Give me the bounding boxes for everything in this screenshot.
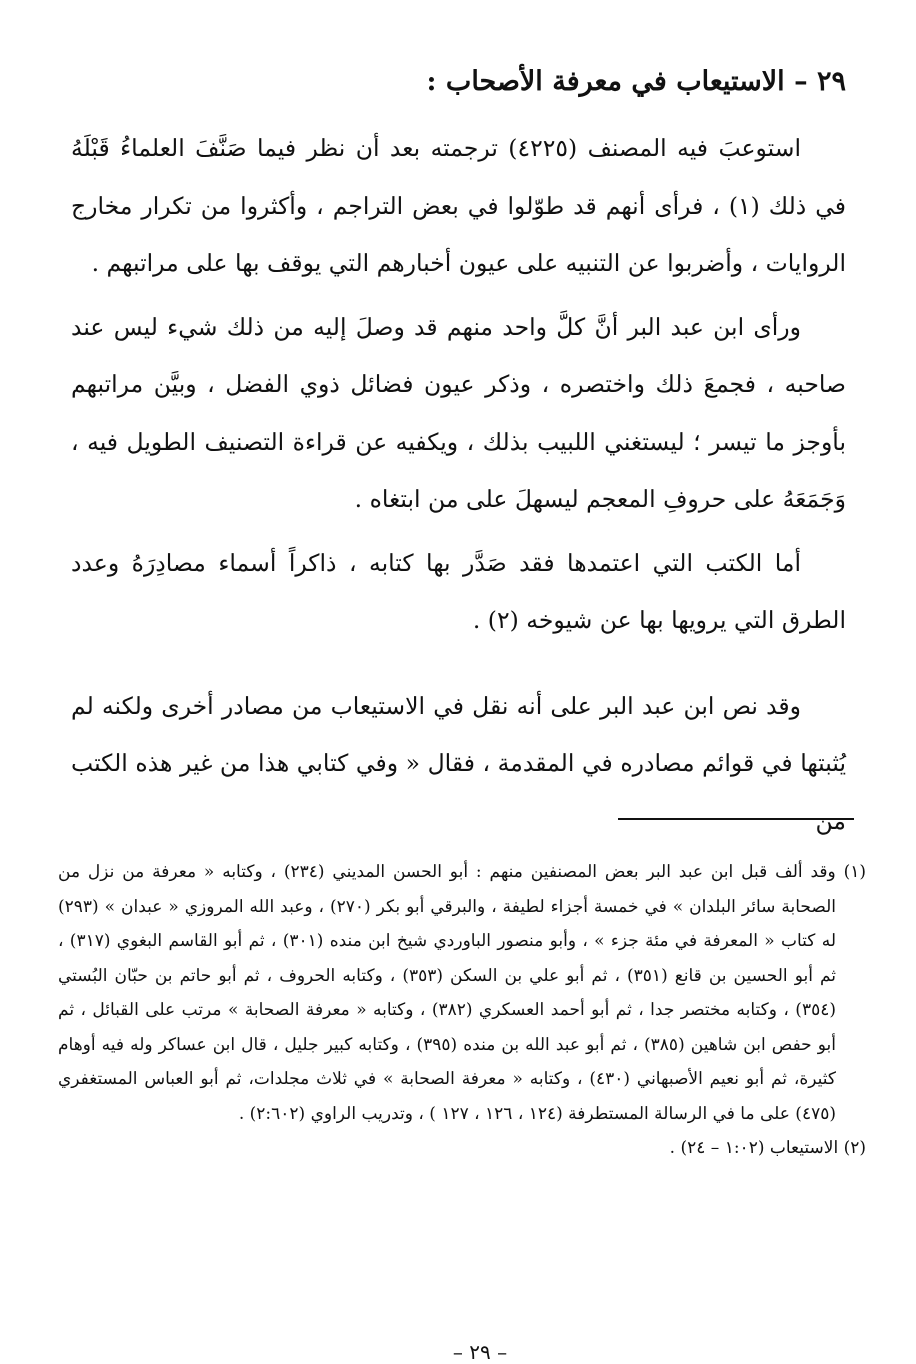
footnote-item: (٢) الاستيعاب (١:٠٢ – ٢٤) . [669,1138,866,1158]
footnote-item: (١) وقد ألف قبل ابن عبد البر بعض المصنفين منهم : أبو الحسن المديني (٢٣٤) ، وكتابه « معرفة من نزل من الصحابة سائر البلدان » في خمسة أجزاء لطيفة ، والبرقي أبو بكر (٢٧٠) ، وعبد الله المروزي « عبدان » (٢٩٣) له كتاب « المعرفة في مئة جزء » ، وأبو منصور الباوردي شيخ ابن منده (٣٠١) ، ثم أبو القاسم البغوي (٣١٧) ، ثم أبو الحسين بن قانع (٣٥١) ، ثم أبو علي بن السكن (٣٥٣) ، وكتابه الحروف ، ثم أبو حاتم بن حبّان البُستي (٣٥٤) ، وكتابه مختصر جدا ، ثم أبو أحمد العسكري (٣٨٢) ، وكتابه « معرفة الصحابة » مرتب على القبائل ، ثم أبو حفص ابن شاهين (٣٨٥) ، ثم أبو عبد الله بن منده (٣٩٥) ، وكتابه كبير جليل ، قال ابن عساكر وله فيه أوهام كثيرة، ثم أبو نعيم الأصبهاني (٤٣٠) ، وكتابه « معرفة الصحابة » في ثلاث مجلدات، ثم أبو العباس المستغفري (٤٧٥) على ما في الرسالة المستطرفة (١٢٤ ، ١٢٦ ، ١٢٧ ) ، وتدريب الراوي (٢:٦٠٢) . [58,862,866,1124]
body-paragraph: أما الكتب التي اعتمدها فقد صَدَّر بها كتابه ، ذاكراً أسماء مصادِرَهُ وعدد الطرق التي يرويها بها عن شيوخه (٢) . [71,548,846,634]
page-number: – ٢٩ – [452,1340,508,1364]
body-paragraph: استوعبَ فيه المصنف (٤٢٢٥) ترجمته بعد أن نظر فيما صَنَّفَ العلماءُ قَبْلَهُ في ذلك (١) ، فرأى أنهم قد طوّلوا في بعض التراجم ، وأكثروا من تكرار مخارج الروايات ، وأضربوا عن التنبيه على عيون أخبارهم التي يوقف بها على مراتبهم . [71,134,847,277]
footnote-divider [618,818,854,820]
section-heading: ٢٩ – الاستيعاب في معرفة الأصحاب : [426,66,846,97]
body-paragraph: وقد نص ابن عبد البر على أنه نقل في الاستيعاب من مصادر أخرى ولكنه لم يُثبتها في قوائم مصادره في المقدمة ، فقال « وفي كتابي هذا من غير هذه الكتب من [71,691,846,835]
footnotes-section [58,855,866,1166]
body-paragraph: ورأى ابن عبد البر أنَّ كلَّ واحد منهم قد وصلَ إليه من ذلك شيء ليس عند صاحبه ، فجمعَ ذلك واختصره ، وذكر عيون فضائل ذوي الفضل ، وبيَّن مراتبهم بأوجز ما تيسر ؛ ليستغني اللبيب بذلك ، ويكفيه عن قراءة التصنيف الطويل فيه ، وَجَمَعَهُ على حروفِ المعجم ليسهلَ على من ابتغاه . [71,312,846,513]
main-body [71,120,846,856]
